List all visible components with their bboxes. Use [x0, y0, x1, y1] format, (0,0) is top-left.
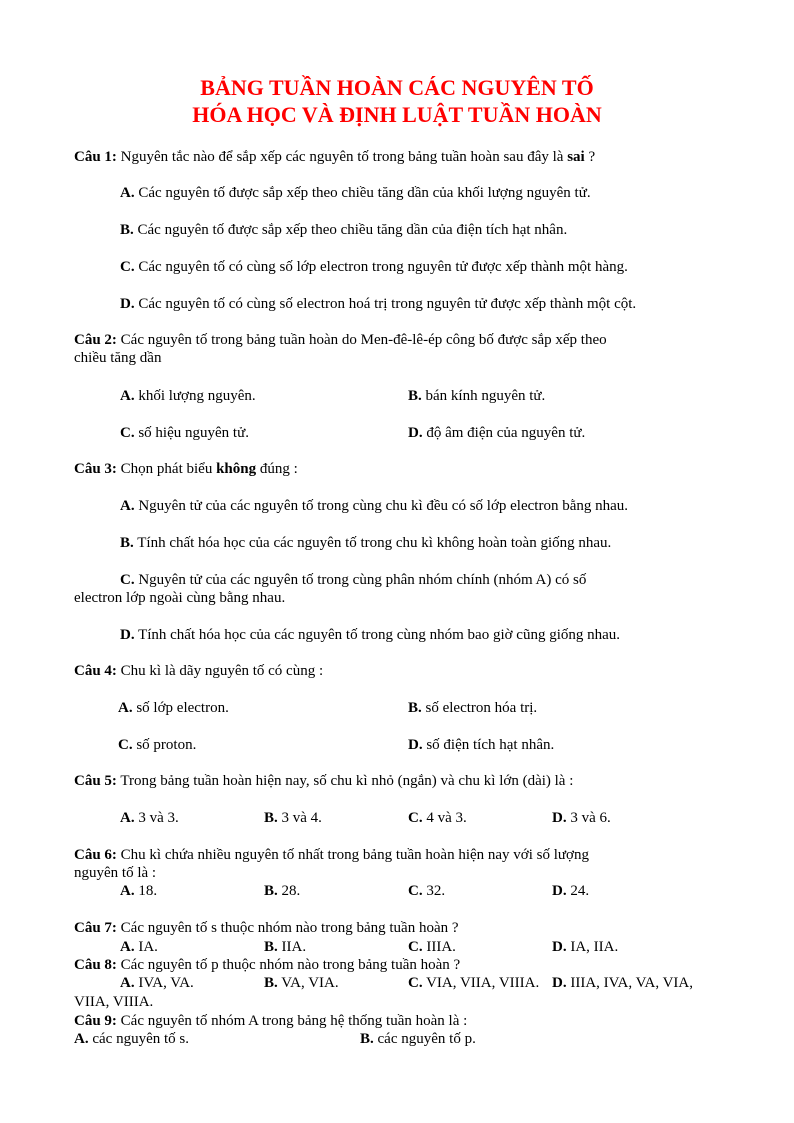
- question-text: Các nguyên tố s thuộc nhóm nào trong bảng tuần hoàn ?: [116, 920, 459, 936]
- option-text: 28.: [277, 883, 301, 899]
- option-key: A.: [74, 1031, 89, 1047]
- option-text: 24.: [566, 883, 590, 899]
- question-label: Câu 8:: [74, 957, 117, 973]
- option-text: số electron hóa trị.: [421, 700, 538, 716]
- question-label: Câu 4:: [74, 663, 117, 679]
- question-2: [74, 331, 607, 349]
- question-text-end: ?: [584, 149, 596, 165]
- question-8: [74, 956, 460, 974]
- option-a[interactable]: [120, 974, 194, 992]
- option-b[interactable]: [264, 882, 300, 900]
- option-key: A.: [120, 975, 135, 991]
- option-text: 32.: [422, 883, 446, 899]
- question-text: Chu kì chứa nhiều nguyên tố nhất trong bảng tuần hoàn hiện nay với số lượng: [116, 847, 589, 863]
- option-a[interactable]: [120, 497, 628, 515]
- question-label: Câu 5:: [74, 773, 117, 789]
- option-text: Các nguyên tố được sắp xếp theo chiều tăng dần của điện tích hạt nhân.: [133, 222, 568, 238]
- option-d[interactable]: [552, 882, 589, 900]
- option-c-continued: electron lớp ngoài cùng bằng nhau.: [74, 590, 286, 606]
- question-6-continued: nguyên tố là :: [74, 865, 157, 881]
- option-key: B.: [120, 222, 134, 238]
- option-key: B.: [360, 1031, 374, 1047]
- option-text: các nguyên tố s.: [88, 1031, 189, 1047]
- option-b[interactable]: [120, 221, 567, 239]
- question-text: Nguyên tắc nào để sắp xếp các nguyên tố trong bảng tuần hoàn sau đây là: [116, 149, 568, 165]
- page-title-line-1: BẢNG TUẦN HOÀN CÁC NGUYÊN TỐ: [200, 75, 594, 100]
- option-key: D.: [408, 425, 423, 441]
- option-text: Nguyên tử của các nguyên tố trong cùng phân nhóm chính (nhóm A) có số: [134, 572, 587, 588]
- question-emphasis: sai: [567, 149, 585, 165]
- page-title-line-2: HÓA HỌC VÀ ĐỊNH LUẬT TUẦN HOÀN: [192, 102, 602, 127]
- question-2-continued: chiều tăng dần: [74, 350, 162, 366]
- option-text: 3 và 6.: [566, 810, 611, 826]
- option-text: bán kính nguyên tử.: [421, 388, 546, 404]
- option-a[interactable]: [120, 882, 157, 900]
- option-key: D.: [552, 975, 567, 991]
- option-key: C.: [408, 883, 423, 899]
- option-text: 4 và 3.: [422, 810, 467, 826]
- question-label: Câu 2:: [74, 332, 117, 348]
- option-key: D.: [408, 737, 423, 753]
- question-5: [74, 772, 573, 790]
- option-c[interactable]: [120, 424, 249, 442]
- option-key: A.: [118, 700, 133, 716]
- option-b[interactable]: [264, 974, 339, 992]
- option-c[interactable]: [408, 974, 539, 992]
- option-text: Tính chất hóa học của các nguyên tố trong cùng nhóm bao giờ cũng giống nhau.: [134, 627, 621, 643]
- option-key: D.: [120, 627, 135, 643]
- question-9: [74, 1012, 467, 1030]
- option-b[interactable]: [264, 938, 306, 956]
- question-label: Câu 6:: [74, 847, 117, 863]
- option-b[interactable]: [120, 534, 611, 552]
- option-text: 18.: [134, 883, 158, 899]
- option-text: IA, IIA.: [566, 939, 619, 955]
- question-1: [74, 148, 595, 166]
- option-key: B.: [408, 700, 422, 716]
- option-a[interactable]: [118, 699, 229, 717]
- option-text: VA, VIA.: [277, 975, 339, 991]
- question-emphasis: không: [216, 461, 257, 477]
- option-c[interactable]: [120, 571, 586, 589]
- option-c[interactable]: [408, 882, 445, 900]
- option-d[interactable]: [552, 974, 693, 992]
- question-3: [74, 460, 298, 478]
- option-text: độ âm điện của nguyên tử.: [422, 425, 586, 441]
- option-key: D.: [552, 810, 567, 826]
- option-text: số hiệu nguyên tử.: [134, 425, 249, 441]
- option-d[interactable]: [552, 809, 611, 827]
- option-text: các nguyên tố p.: [373, 1031, 476, 1047]
- option-key: C.: [120, 425, 135, 441]
- option-text: số điện tích hạt nhân.: [422, 737, 555, 753]
- option-d[interactable]: [408, 424, 585, 442]
- option-c[interactable]: [408, 809, 467, 827]
- option-key: A.: [120, 498, 135, 514]
- option-c[interactable]: [118, 736, 196, 754]
- option-key: B.: [264, 810, 278, 826]
- option-key: D.: [552, 883, 567, 899]
- option-text: IIIA, IVA, VA, VIA,: [566, 975, 693, 991]
- option-c[interactable]: [120, 258, 628, 276]
- option-text: khối lượng nguyên.: [134, 388, 256, 404]
- option-text: IVA, VA.: [134, 975, 194, 991]
- option-b[interactable]: [264, 809, 322, 827]
- option-key: B.: [264, 883, 278, 899]
- question-text-end: đúng :: [256, 461, 298, 477]
- option-b[interactable]: [408, 387, 545, 405]
- option-key: C.: [118, 737, 133, 753]
- option-a[interactable]: [120, 184, 591, 202]
- option-key: D.: [552, 939, 567, 955]
- option-key: B.: [264, 975, 278, 991]
- option-key: B.: [408, 388, 422, 404]
- option-text: số lớp electron.: [132, 700, 229, 716]
- question-label: Câu 7:: [74, 920, 117, 936]
- option-b[interactable]: [360, 1030, 476, 1048]
- option-text: Tính chất hóa học của các nguyên tố trong chu kì không hoàn toàn giống nhau.: [133, 535, 612, 551]
- option-text: 3 và 3.: [134, 810, 179, 826]
- option-a[interactable]: [120, 387, 256, 405]
- question-text: Các nguyên tố nhóm A trong bảng hệ thống tuần hoàn là :: [116, 1013, 468, 1029]
- question-text: Trong bảng tuần hoàn hiện nay, số chu kì nhỏ (ngắn) và chu kì lớn (dài) là :: [116, 773, 574, 789]
- option-d[interactable]: [552, 938, 618, 956]
- option-text: IIA.: [277, 939, 307, 955]
- option-d[interactable]: [408, 736, 554, 754]
- option-key: C.: [408, 810, 423, 826]
- question-7: [74, 919, 459, 937]
- option-key: B.: [264, 939, 278, 955]
- option-key: A.: [120, 388, 135, 404]
- option-key: A.: [120, 883, 135, 899]
- option-text: Các nguyên tố có cùng số lớp electron trong nguyên tử được xếp thành một hàng.: [134, 259, 628, 275]
- option-text: Nguyên tử của các nguyên tố trong cùng chu kì đều có số lớp electron bằng nhau.: [134, 498, 629, 514]
- question-text: Chọn phát biểu: [116, 461, 217, 477]
- option-a[interactable]: [120, 809, 179, 827]
- option-a[interactable]: [74, 1030, 189, 1048]
- option-d[interactable]: [120, 295, 636, 313]
- question-text: Các nguyên tố p thuộc nhóm nào trong bảng tuần hoàn ?: [116, 957, 461, 973]
- option-key: C.: [120, 572, 135, 588]
- option-c[interactable]: [408, 938, 456, 956]
- option-key: A.: [120, 939, 135, 955]
- option-key: D.: [120, 296, 135, 312]
- question-text: Các nguyên tố trong bảng tuần hoàn do Men-đê-lê-ép công bố được sắp xếp theo: [116, 332, 607, 348]
- option-text: VIA, VIIA, VIIIA.: [422, 975, 540, 991]
- option-text: 3 và 4.: [277, 810, 322, 826]
- option-a[interactable]: [120, 938, 158, 956]
- question-4: [74, 662, 323, 680]
- option-key: B.: [120, 535, 134, 551]
- option-key: C.: [408, 939, 423, 955]
- option-d[interactable]: [120, 626, 620, 644]
- question-label: Câu 9:: [74, 1013, 117, 1029]
- option-text: IA.: [134, 939, 158, 955]
- question-text: Chu kì là dãy nguyên tố có cùng :: [116, 663, 324, 679]
- option-key: C.: [408, 975, 423, 991]
- option-d-continued: VIIA, VIIIA.: [74, 994, 154, 1010]
- option-text: Các nguyên tố có cùng số electron hoá trị trong nguyên tử được xếp thành một cột.: [134, 296, 637, 312]
- option-b[interactable]: [408, 699, 537, 717]
- question-label: Câu 1:: [74, 149, 117, 165]
- option-key: A.: [120, 810, 135, 826]
- option-text: Các nguyên tố được sắp xếp theo chiều tăng dần của khối lượng nguyên tử.: [134, 185, 591, 201]
- option-text: IIIA.: [422, 939, 456, 955]
- option-text: số proton.: [132, 737, 197, 753]
- option-key: A.: [120, 185, 135, 201]
- question-6: [74, 846, 589, 864]
- option-key: C.: [120, 259, 135, 275]
- question-label: Câu 3:: [74, 461, 117, 477]
